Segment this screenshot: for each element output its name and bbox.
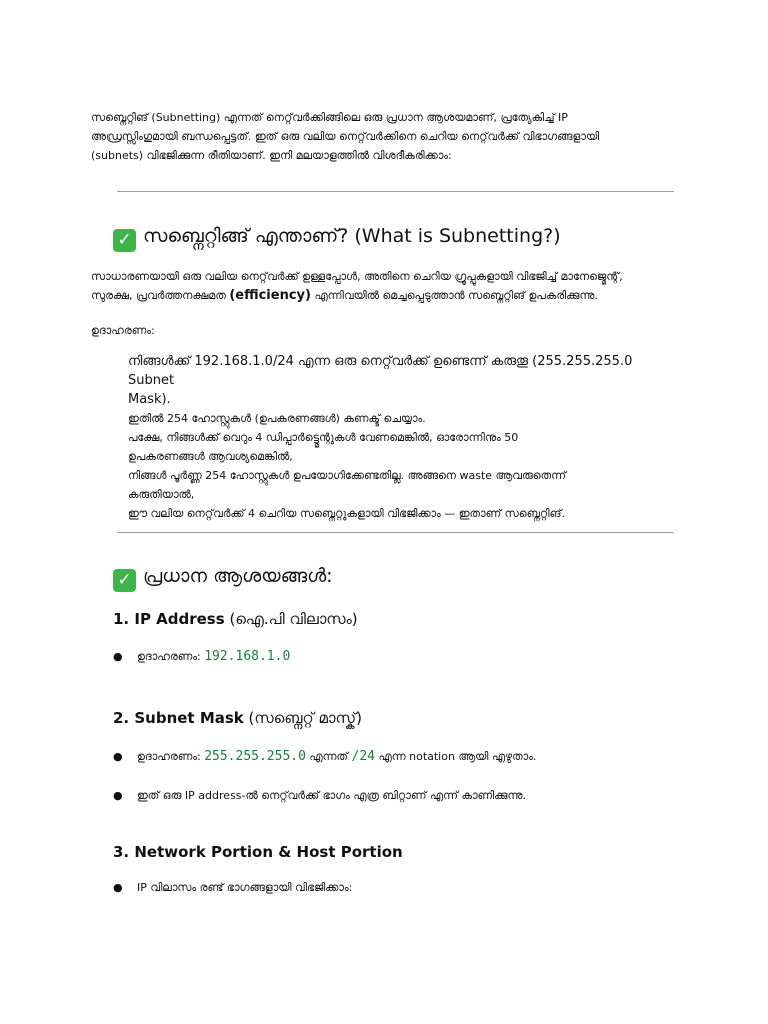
intro-line: (subnets) വിഭജിക്കുന്ന രീതിയാണ്. ഇനി മലയാളത്തിൽ വിശദീകരിക്കാം:: [91, 149, 452, 162]
section-title: സബ്നെറ്റിങ്ങ് എന്താണ്? (What is Subnetting?): [143, 225, 561, 247]
paragraph-line: സാധാരണയായി ഒരു വലിയ നെറ്റ്‌വർക്ക് ഉള്ളപ്പോൾ, അതിനെ ചെറിയ ഗ്രൂപ്പുകളായി വിഭജിച്ച് മാനേജ്മെന്റ്,: [91, 270, 623, 283]
list-item-label: ഇത് ഒരു IP address-ൽ നെറ്റ്‌വർക്ക് ഭാഗം എത്ര ബിറ്റാണ് എന്ന് കാണിക്കുന്നു.: [137, 789, 526, 802]
example-line: നിങ്ങൾക്ക് 192.168.1.0/24 എന്ന ഒരു നെറ്റ്‌വർക്ക് ഉണ്ടെന്ന് കരുതൂ (255.255.255.0 Subnet: [128, 354, 633, 388]
bullet-icon: ●: [113, 750, 123, 763]
list-item: [113, 787, 526, 805]
example-line: ഈ വലിയ നെറ്റ്‌വർക്ക് 4 ചെറിയ സബ്നെറ്റുകളായി വിഭജിക്കാം — ഇതാണ് സബ്നെറ്റിങ്.: [128, 507, 566, 520]
section-heading-key-concepts: [113, 563, 333, 592]
subheading-translation: (സബ്നെറ്റ് മാസ്ക്): [243, 709, 362, 727]
bullet-icon: ●: [113, 650, 123, 663]
subheading-ip-address: [113, 609, 358, 629]
paragraph-line: [91, 286, 691, 305]
example-line: കരുതിയാൽ,: [128, 488, 195, 501]
example-line: നിങ്ങൾ പൂർണ്ണ 254 ഹോസ്റ്റുകൾ ഉപയോഗിക്കേണ്ടതില്ല. അങ്ങനെ waste ആവരുതെന്ന്: [128, 469, 566, 482]
example-label: ഉദാഹരണം:: [91, 324, 155, 337]
list-item: [113, 879, 352, 897]
section1-paragraph: [91, 267, 691, 305]
list-item: [113, 748, 536, 766]
code-subnet-mask: 255.255.255.0: [204, 749, 306, 764]
efficiency-term: (efficiency): [229, 288, 311, 303]
text-run: എന്ന notation ആയി എഴുതാം.: [375, 750, 537, 763]
subheading-translation: (ഐ.പി വിലാസം): [224, 610, 358, 628]
subheading-network-host-portion: [113, 842, 403, 862]
intro-line: അഡ്രസ്സിംഗുമായി ബന്ധപ്പെട്ടത്. ഇത് ഒരു വലിയ നെറ്റ്‌വർക്കിനെ ചെറിയ നെറ്റ്‌വർക്ക് വിഭാഗങ്ങളായി: [91, 130, 600, 143]
list-item-label: ഉദാഹരണം:: [137, 650, 205, 663]
list-item: [113, 648, 290, 666]
example-line: Mask).: [128, 392, 171, 407]
section-title: പ്രധാന ആശയങ്ങൾ:: [143, 565, 333, 587]
example-line: ഉപകരണങ്ങൾ ആവശ്യമെങ്കിൽ,: [128, 450, 293, 463]
list-item-label: ഉദാഹരണം:: [137, 750, 205, 763]
example-line: പക്ഷേ, നിങ്ങൾക്ക് വെറും 4 ഡിപ്പാർട്ട്മെന്റുകൾ വേണമെങ്കിൽ, ഓരോന്നിനും 50: [128, 431, 519, 444]
text-run: എന്നിവയിൽ മെച്ചപ്പെടുത്താൻ സബ്നെറ്റിങ് ഉപകരിക്കുന്നു.: [310, 289, 599, 302]
text-run: എന്നത്: [305, 750, 352, 763]
text-run: സുരക്ഷ, പ്രവർത്തനക്ഷമത: [91, 289, 230, 302]
code-ip: 192.168.1.0: [204, 649, 291, 664]
divider: [117, 532, 674, 533]
subheading-text: 2. Subnet Mask: [113, 709, 244, 727]
subheading-text: 1. IP Address: [113, 610, 225, 628]
divider: [117, 191, 674, 192]
example-line: ഇതിൽ 254 ഹോസ്റ്റുകൾ (ഉപകരണങ്ങൾ) കണക്ട് ചെയ്യാം.: [128, 412, 426, 425]
intro-paragraph: [91, 108, 691, 165]
checkmark-icon: ✓: [113, 229, 136, 252]
example-block: [128, 352, 648, 523]
list-item-label: IP വിലാസം രണ്ട് ഭാഗങ്ങളായി വിഭജിക്കാം:: [137, 881, 353, 894]
code-cidr: /24: [351, 749, 376, 764]
subheading-text: 3. Network Portion & Host Portion: [113, 843, 403, 861]
intro-line: സബ്നെറ്റിങ് (Subnetting) എന്നത് നെറ്റ്‌വർക്കിങ്ങിലെ ഒരു പ്രധാന ആശയമാണ്, പ്രത്യേകിച്ച് IP: [91, 111, 568, 124]
checkmark-icon: ✓: [113, 569, 136, 592]
bullet-icon: ●: [113, 789, 123, 802]
bullet-icon: ●: [113, 881, 123, 894]
subheading-subnet-mask: [113, 708, 362, 728]
section-heading-what-is-subnetting: [113, 223, 561, 252]
